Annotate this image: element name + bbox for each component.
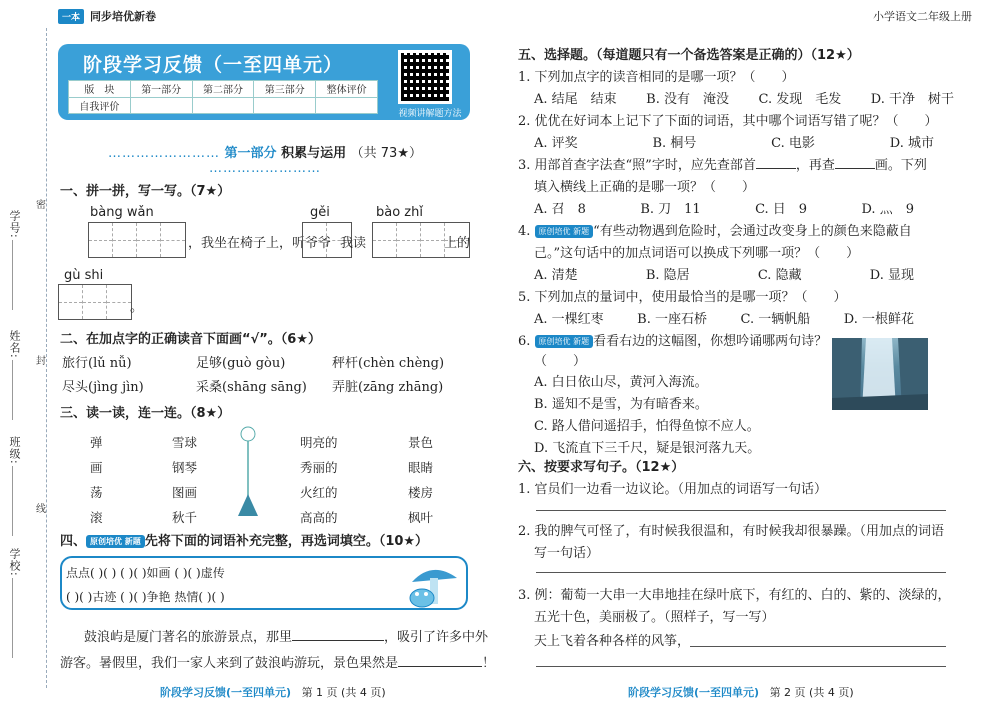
q4-title <box>60 530 428 549</box>
q4-line2[interactable]: ( )( )古迹 ( )( )争艳 热情( )( ) <box>66 590 225 604</box>
q5-s3-options <box>534 198 914 217</box>
option[interactable]: A. 白日依山尽，黄河入海流。 <box>534 375 708 390</box>
eval-row-label: 自我评价 <box>69 97 131 114</box>
answer-line[interactable] <box>536 572 946 573</box>
q5-s3-blank-1[interactable] <box>756 168 796 169</box>
series-name: 同步培优新卷 <box>90 10 157 23</box>
option[interactable]: B. 桐号 <box>652 136 697 151</box>
q5-s4-text: “有些动物遇到危险时，会通过改变身上的颜色来隐蔽自 <box>593 224 912 239</box>
q1-pinyin-3: bào zhǐ <box>376 205 423 220</box>
tree-divider-icon <box>234 424 262 524</box>
new-question-tag: 原创培优 新题 <box>535 225 594 238</box>
q1-pinyin-4: gù shi <box>64 268 104 283</box>
eval-cell[interactable] <box>130 97 192 114</box>
seal-mark-feng: 封 <box>36 356 46 367</box>
q4-para1-text: 鼓浪屿是厦门著名的旅游景点，那里 <box>84 630 293 645</box>
answer-line[interactable] <box>536 666 946 667</box>
match-item[interactable]: 秀丽的 <box>300 460 338 475</box>
q5-s2: 2. 优优在好词本上记下了下面的词语，其中哪个词语写错了呢？（ ） <box>518 114 938 129</box>
q5-s5-options <box>534 308 914 327</box>
option[interactable]: B. 隐居 <box>645 268 690 283</box>
q2-item[interactable]: 旅行(lǔ nǚ) <box>62 356 132 371</box>
option[interactable]: A. 清楚 <box>534 268 578 283</box>
q1-text-3: 上的 <box>444 236 471 251</box>
option[interactable]: C. 电影 <box>771 136 815 151</box>
q2-item[interactable]: 足够(guò gòu) <box>196 356 286 371</box>
dots-left: …………………… <box>108 146 221 161</box>
match-item[interactable]: 枫叶 <box>408 510 434 525</box>
student-id-label: 学号: <box>8 210 21 239</box>
q4-line1[interactable]: 点点( )( ) ( )( )如画 ( )( )虚传 <box>66 566 225 580</box>
option[interactable]: C. 发现 毛发 <box>758 92 842 107</box>
option[interactable]: C. 一辆帆船 <box>740 312 811 327</box>
q4-blank-2[interactable] <box>398 666 482 667</box>
option[interactable]: A. 一棵红枣 <box>534 312 604 327</box>
qr-caption: 视频讲解题方法 <box>398 109 462 119</box>
binding-line <box>46 28 47 688</box>
eval-header-cell: 第二部分 <box>192 81 254 98</box>
self-evaluation-table <box>68 80 378 114</box>
answer-line[interactable] <box>690 646 946 647</box>
q4-blank-1[interactable] <box>292 640 384 641</box>
q5-s4-options <box>534 264 914 283</box>
q3-col3 <box>300 430 338 530</box>
option[interactable]: D. 一根鲜花 <box>843 312 914 327</box>
q2-item[interactable]: 弄脏(zāng zhāng) <box>332 380 444 395</box>
q5-s6-paren[interactable]: （ ） <box>534 354 587 369</box>
part1-score: （共 73★） <box>350 146 422 161</box>
q3-col4 <box>408 430 433 530</box>
match-item[interactable]: 雪球 <box>172 435 198 450</box>
q5-s3d: 填入横线上正确的是哪一项？（ ） <box>534 180 756 195</box>
name-line[interactable] <box>12 360 13 420</box>
eval-header-cell: 第三部分 <box>254 81 316 98</box>
footer-right <box>628 684 854 700</box>
part1-title: 积累与运用 <box>281 146 347 161</box>
match-item[interactable]: 眼睛 <box>408 460 434 475</box>
part1-heading <box>60 142 470 176</box>
option[interactable]: D. 显现 <box>869 268 914 283</box>
footer-page: 第 1 页 (共 4 页) <box>301 686 386 699</box>
match-item[interactable]: 高高的 <box>300 510 338 525</box>
footer-title: 阶段学习反馈(一至四单元) <box>628 686 760 699</box>
q2-item[interactable]: 秤杆(chèn chèng) <box>332 356 445 371</box>
match-item[interactable]: 明亮的 <box>300 435 338 450</box>
answer-line[interactable] <box>536 510 946 511</box>
option[interactable]: A. 评奖 <box>534 136 578 151</box>
q5-s3b-text: ，再查 <box>795 158 835 173</box>
match-item[interactable]: 景色 <box>408 435 434 450</box>
q5-s1: 1. 下列加点字的读音相同的是哪一项？（ ） <box>518 70 795 85</box>
q1-grid-1[interactable] <box>88 222 186 258</box>
q5-s1-options <box>534 88 954 107</box>
eval-cell[interactable] <box>316 97 378 114</box>
q2-item[interactable]: 尽头(jìng jìn) <box>62 380 144 395</box>
q5-s6-options <box>534 372 760 460</box>
option[interactable]: D. 灬 9 <box>861 202 914 217</box>
q1-title: 一、拼一拼，写一写。（7★） <box>60 184 231 199</box>
class-label: 班级: <box>8 436 21 465</box>
match-item[interactable]: 画 <box>90 460 103 475</box>
q6-s2b: 写一句话） <box>534 546 600 561</box>
option[interactable]: B. 刀 11 <box>640 202 701 217</box>
q1-text-4: 。 <box>130 300 144 315</box>
q6-s3c: 天上飞着各种各样的风筝， <box>534 634 691 649</box>
seal-mark-xian: 线 <box>36 504 46 515</box>
option[interactable]: A. 召 8 <box>534 202 586 217</box>
eval-cell[interactable] <box>254 97 316 114</box>
name-label: 姓名: <box>8 330 21 359</box>
option[interactable]: C. 路人借问遥招手，怕得鱼惊不应人。 <box>534 419 760 434</box>
match-item[interactable]: 弹 <box>90 435 103 450</box>
option[interactable]: D. 干净 树干 <box>870 92 954 107</box>
q6-title: 六、按要求写句子。（12★） <box>518 460 685 475</box>
dots-right: …………………… <box>209 161 321 176</box>
footer-page: 第 2 页 (共 4 页) <box>769 686 854 699</box>
q5-title: 五、选择题。（每道题只有一个备选答案是正确的）（12★） <box>518 48 860 63</box>
match-item[interactable]: 楼房 <box>408 485 434 500</box>
frog-mushroom-icon <box>402 560 462 610</box>
q4-para2b-text: ！ <box>482 656 496 671</box>
q5-s6-text: 看看右边的这幅图，你想吟诵哪两句诗？ <box>593 334 828 349</box>
q2-item[interactable]: 采桑(shāng sāng) <box>196 380 307 395</box>
part1-label: 第一部分 <box>224 146 277 161</box>
q3-col2 <box>172 430 197 530</box>
q3-title: 三、读一读，连一连。（8★） <box>60 406 231 421</box>
q4-para-2 <box>60 652 495 671</box>
student-id-line[interactable] <box>12 240 13 310</box>
q5-s2-options <box>534 132 934 151</box>
q4-para1b-text: ，吸引了许多中外 <box>384 630 489 645</box>
eval-header-cell: 第一部分 <box>130 81 192 98</box>
q6-s2: 2. 我的脾气可怪了，有时候我很温和，有时候我却很暴躁。（用加点的词语 <box>518 524 945 539</box>
title-banner <box>58 44 470 120</box>
q1-text-1: ，我坐在椅子上，听爷爷 <box>188 236 332 251</box>
match-item[interactable]: 滚 <box>90 510 103 525</box>
option[interactable]: B. 没有 淹没 <box>646 92 729 107</box>
new-question-tag: 原创培优 新题 <box>86 535 145 548</box>
logo: 一本 <box>58 9 84 24</box>
match-item[interactable]: 钢琴 <box>172 460 198 475</box>
q5-s6: 6. 原创培优 新题 看看右边的这幅图，你想吟诵哪两句诗？ <box>518 334 828 349</box>
eval-header-cell: 版 块 <box>69 81 131 98</box>
page-title: 阶段学习反馈（一至四单元） <box>82 54 343 76</box>
seal-mark-mi: 密 <box>36 200 46 211</box>
option[interactable]: C. 隐藏 <box>757 268 802 283</box>
q5-s3c-text: 画。下列 <box>874 158 927 173</box>
q4-para-1 <box>84 626 488 645</box>
option[interactable]: D. 城市 <box>889 136 934 151</box>
new-question-tag: 原创培优 新题 <box>535 335 594 348</box>
school-line[interactable] <box>12 578 13 658</box>
option[interactable]: B. 一座石桥 <box>637 312 707 327</box>
q5-s5: 5. 下列加点的量词中，使用最恰当的是哪一项？（ ） <box>518 290 847 305</box>
option[interactable]: D. 飞流直下三千尺，疑是银河落九天。 <box>534 441 761 456</box>
option[interactable]: C. 日 9 <box>755 202 808 217</box>
option[interactable]: A. 结尾 结束 <box>534 92 617 107</box>
q3-col1 <box>90 430 103 530</box>
q1-grid-4[interactable] <box>58 284 132 320</box>
q2-title: 二、在加点字的正确读音下面画“√”。（6★） <box>60 332 321 347</box>
q4-prefix: 四、 <box>60 534 87 549</box>
match-item[interactable]: 秋千 <box>172 510 198 525</box>
q1-pinyin-2: gěi <box>310 205 330 220</box>
qr-code[interactable] <box>398 50 452 104</box>
q1-text-2: 我读 <box>340 236 367 251</box>
q5-s3-text: 3. 用部首查字法查“照”字时，应先查部首 <box>518 158 756 173</box>
class-line[interactable] <box>12 466 13 536</box>
q4-title-text: 先将下面的词语补充完整，再选词填空。（10★） <box>144 534 429 549</box>
q5-s3-blank-2[interactable] <box>835 168 875 169</box>
q6-s3: 3. 例：葡萄一大串一大串地挂在绿叶底下，有红的、白的、紫的、淡绿的， <box>518 588 951 603</box>
option[interactable]: B. 遥知不是雪，为有暗香来。 <box>534 397 708 412</box>
eval-header-cell: 整体评价 <box>316 81 378 98</box>
q6-s1: 1. 官员们一边看一边议论。（用加点的词语写一句话） <box>518 482 828 497</box>
q5-s4: 4. 原创培优 新题 “有些动物遇到危险时，会通过改变身上的颜色来隐蔽自 <box>518 224 912 239</box>
q6-s3b: 五光十色，美丽极了。（照样子，写一写） <box>534 610 775 625</box>
grade-label: 小学语文二年级上册 <box>873 10 972 23</box>
q1-pinyin-1: bàng wǎn <box>90 205 154 220</box>
match-item[interactable]: 火红的 <box>300 485 338 500</box>
school-label: 学校: <box>8 548 21 577</box>
brand <box>58 8 156 24</box>
waterfall-illustration <box>832 338 928 410</box>
q4-para2-text: 游客。暑假里，我们一家人来到了鼓浪屿游玩，景色果然是 <box>60 656 399 671</box>
eval-cell[interactable] <box>192 97 254 114</box>
match-item[interactable]: 图画 <box>172 485 198 500</box>
footer-title: 阶段学习反馈(一至四单元) <box>160 686 292 699</box>
q5-s3 <box>518 154 927 173</box>
match-item[interactable]: 荡 <box>90 485 103 500</box>
q5-s4b: 己。”这句话中的加点词语可以换成下列哪一项？（ ） <box>534 246 860 261</box>
footer-left <box>160 684 386 700</box>
